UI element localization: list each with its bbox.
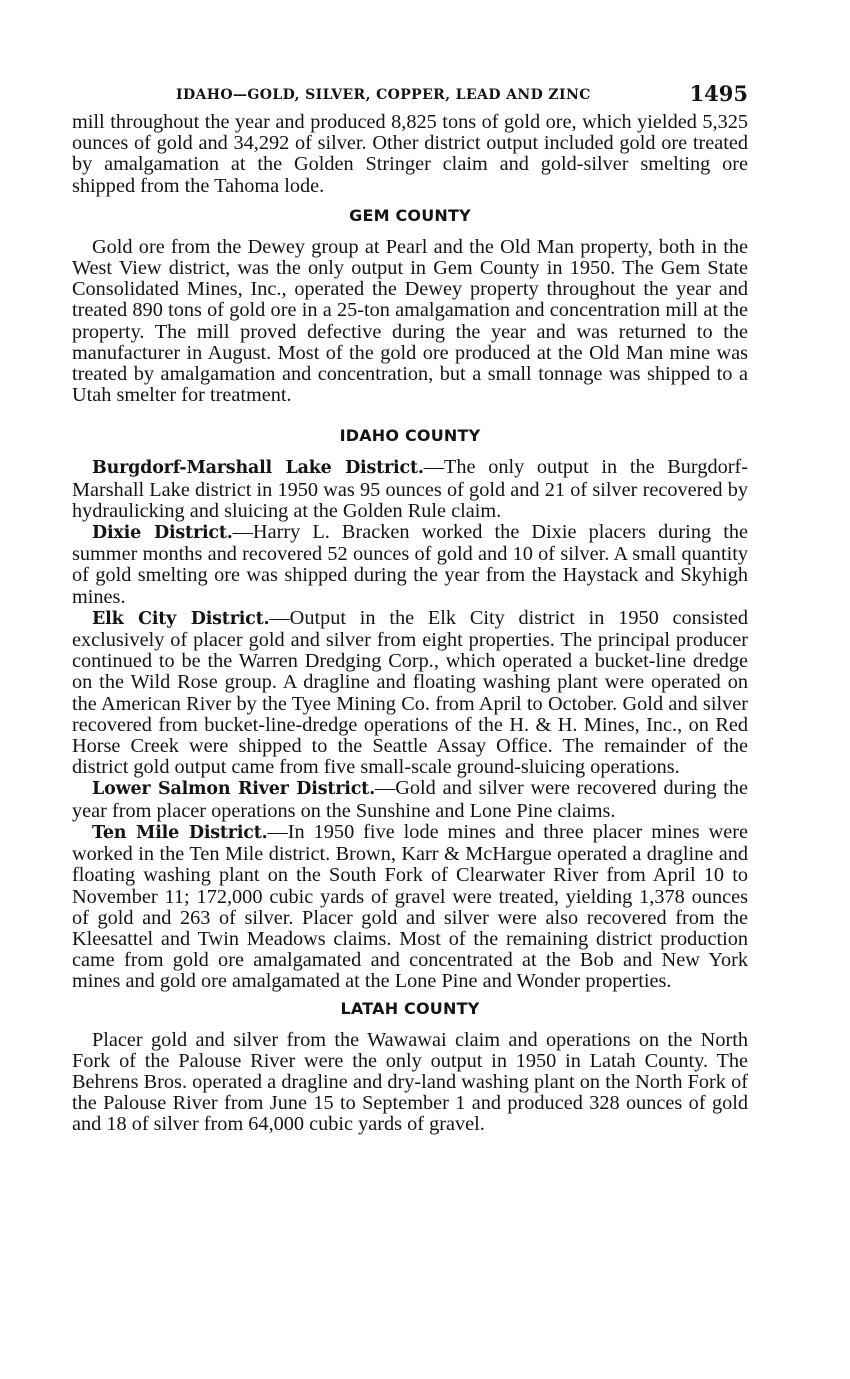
intro-paragraph: mill throughout the year and produced 8,825 tons of gold ore, which yielded 5,325 ounces of gold and 34,292 of silver. Other district output included gold ore treated by amalgamation at the Golden Stringer claim and gold-silver smelting ore shipped from the Tahoma lode.	[72, 111, 748, 197]
district-name: Dixie District.	[92, 523, 233, 544]
district-paragraph-dixie	[72, 522, 748, 608]
district-text: —Gold and silver were recovered during the year from placer operations on the Sunshine and Lone Pine claims.	[72, 777, 748, 822]
district-name: Ten Mile District.	[92, 822, 268, 843]
gem-county-paragraph: Gold ore from the Dewey group at Pearl and the Old Man property, both in the West View district, was the only output in Gem County in 1950. The Gem State Consolidated Mines, Inc., operated the Dewey property throughout the year and treated 890 tons of gold ore in a 25-ton amalgamation and concentration mill at the property. The mill proved defective during the year and was returned to the manufacturer in August. Most of the gold ore produced at the Old Man mine was treated by amalgamation and concentration, but a small tonnage was shipped to a Utah smelter for treatment.	[72, 235, 748, 407]
page-number: 1495	[689, 81, 748, 106]
district-name: Burgdorf-Marshall Lake District.	[92, 458, 424, 479]
running-title: IDAHO—GOLD, SILVER, COPPER, LEAD AND ZINC	[176, 87, 591, 103]
district-name: Elk City District.	[92, 608, 270, 629]
running-header	[72, 78, 748, 112]
district-text: —Output in the Elk City district in 1950 consisted exclusively of placer gold and silver from eight properties. The principal producer continued to be the Warren Dredging Corp., which operated a bucket-line dredge on the Wild Rose group. A dragline and floating washing plant were operated on the American River by the Tyee Mining Co. from April to October. Gold and silver recovered from bucket-line-dredge operations of the H. & H. Mines, Inc., on Red Horse Creek were shipped to the Seattle Assay Office. The remainder of the district gold output came from five small-scale ground-sluicing operations.	[72, 606, 748, 779]
idaho-county-heading: IDAHO COUNTY	[339, 426, 481, 446]
district-name: Lower Salmon River District.	[92, 779, 375, 800]
district-paragraph-burgdorf	[72, 457, 748, 522]
latah-county-paragraph: Placer gold and silver from the Wawawai claim and operations on the North Fork of the Palouse River were the only output in 1950 in Latah County. The Behrens Bros. operated a dragline and dry-land washing plant on the North Fork of the Palouse River from June 15 to September 1 and produced 328 ounces of gold and 18 of silver from 64,000 cubic yards of gravel.	[72, 1028, 748, 1136]
district-paragraph-lower-salmon	[72, 778, 748, 821]
district-paragraph-elk-city	[72, 608, 748, 779]
district-text: —Harry L. Bracken worked the Dixie placers during the summer months and recovered 52 ounces of gold and 10 of silver. A small quantity of gold smelting ore was shipped during the year from the Haystack and Skyhigh mines.	[72, 521, 748, 608]
gem-county-heading: GEM COUNTY	[349, 205, 471, 225]
latah-county-heading: LATAH COUNTY	[340, 998, 480, 1018]
district-text: —The only output in the Burgdorf-Marshall Lake district in 1950 was 95 ounces of gold and 21 of silver recovered by hydraulicking and sluicing at the Golden Rule claim.	[72, 456, 749, 522]
district-paragraph-ten-mile	[72, 822, 748, 993]
document-page	[72, 78, 748, 1136]
district-text: —In 1950 five lode mines and three placer mines were worked in the Ten Mile district. Brown, Karr & McHargue operated a dragline and floating washing plant on the South Fork of Clearwater River from April 10 to November 11; 172,000 cubic yards of gravel were treated, yielding 1,378 ounces of gold and 263 of silver. Placer gold and silver were also recovered from the Kleesattel and Twin Meadows claims. Most of the remaining district production came from gold ore amalgamated and concentrated at the Bob and New York mines and gold ore amalgamated at the Lone Pine and Wonder properties.	[72, 820, 749, 993]
